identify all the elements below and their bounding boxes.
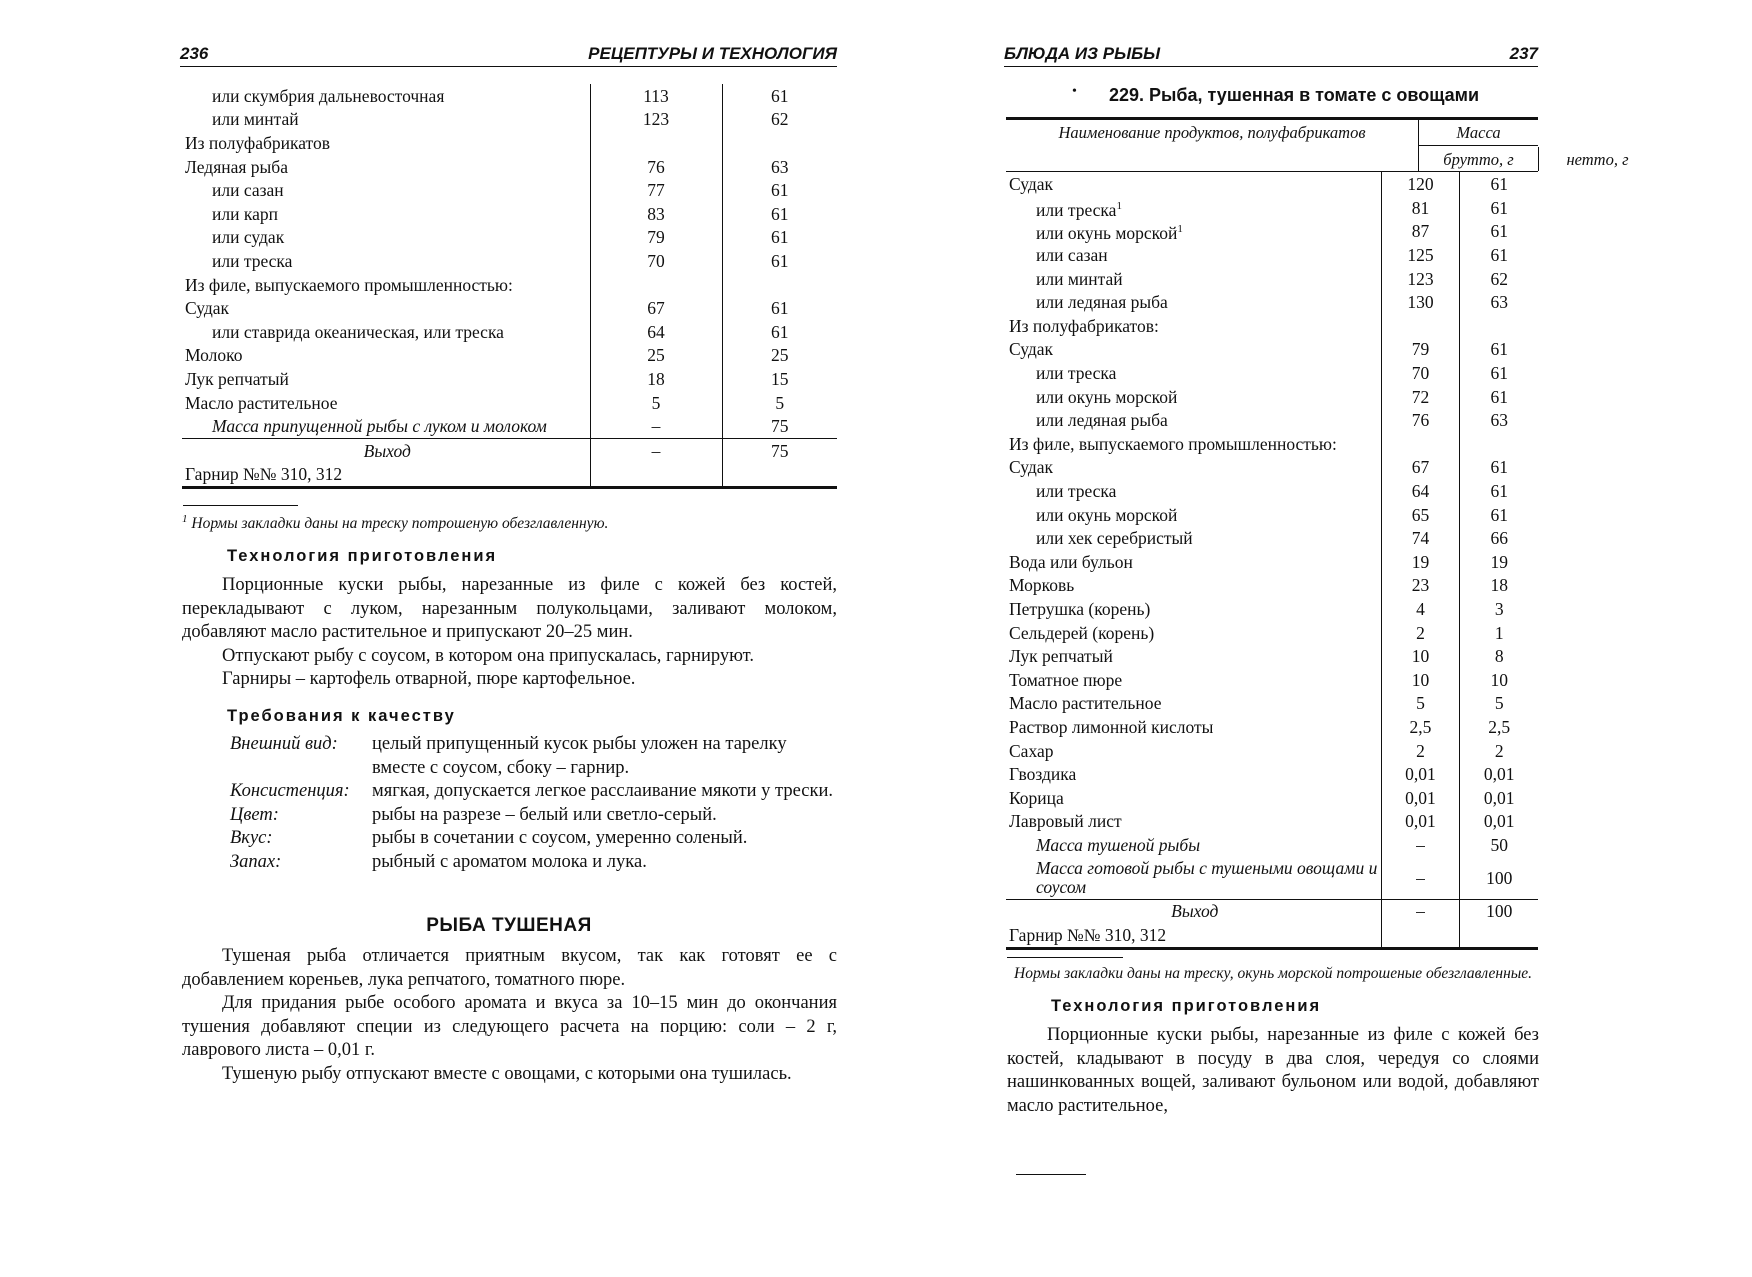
technology-heading: Технология приготовления <box>1051 997 1322 1015</box>
net-weight: 62 <box>722 108 837 132</box>
table-row <box>1006 385 1538 409</box>
product-name: Ледяная рыба <box>185 156 288 177</box>
product-name: или минтай <box>1036 268 1123 289</box>
footnote-marker: 1 <box>182 513 188 525</box>
table-row <box>182 249 837 273</box>
gross-weight: 25 <box>590 344 722 368</box>
gross-weight: 10 <box>1381 644 1460 668</box>
output-label: Выход <box>182 438 590 462</box>
net-weight: 61 <box>722 178 837 202</box>
footnote-rule <box>1007 957 1123 958</box>
header-vrule-1 <box>1418 119 1419 171</box>
product-name: или судак <box>212 227 285 248</box>
header-name-column: Наименование продуктов, полуфабрикатов <box>1058 123 1366 142</box>
gross-weight: 2 <box>1381 621 1460 645</box>
table-row <box>182 226 837 250</box>
product-name: Масса готовой рыбы с тушеными овощами и соусом <box>1036 857 1378 897</box>
technology-paragraph: Порционные куски рыбы, нарезанные из филе с кожей без костей, кладывают в посуду в два слоя, чередуя со слоями нашинкованных вощей, заливают бульоном или водой, добавляют масло растительное, <box>1007 1025 1539 1116</box>
output-net: 75 <box>722 438 837 462</box>
product-name: Лук репчатый <box>1009 646 1113 667</box>
product-name: Судак <box>1009 457 1054 478</box>
gross-weight: – <box>1381 857 1460 900</box>
technology-heading: Технология приготовления <box>227 547 498 565</box>
table-row <box>1006 692 1538 716</box>
recipe-table-body <box>182 84 837 488</box>
quality-row <box>230 804 837 828</box>
net-weight: 61 <box>722 296 837 320</box>
table-row <box>1006 762 1538 786</box>
table-row <box>1006 621 1538 645</box>
table-row <box>1006 574 1538 598</box>
table-row <box>1006 833 1538 857</box>
net-weight: 61 <box>1460 172 1538 196</box>
page-number: 237 <box>1509 44 1538 63</box>
product-name: Масло растительное <box>1009 693 1162 714</box>
product-name: или треска <box>1036 480 1117 501</box>
footnote-marker: 1 <box>1116 199 1122 212</box>
quality-heading: Требования к качеству <box>227 707 456 725</box>
page-number: 236 <box>180 44 209 63</box>
net-weight: 0,01 <box>1460 762 1538 786</box>
product-name: или треска <box>212 250 293 271</box>
empty-cell <box>722 463 837 488</box>
gross-weight: 0,01 <box>1381 786 1460 810</box>
recipe-title: 229. Рыба, тушенная в томате с овощами <box>1109 85 1480 105</box>
paragraph: Для придания рыбе особого аромата и вкуса за 10–15 мин до окончания тушения добавляют специи из следующего расчета на порцию: соли – 2 г, лаврового листа – 0,01 г. <box>182 993 837 1060</box>
product-name: Вода или бульон <box>1009 551 1133 572</box>
gross-weight: 123 <box>1381 267 1460 291</box>
gross-weight: 64 <box>590 320 722 344</box>
table-row <box>1006 432 1538 456</box>
net-weight: 61 <box>1460 219 1538 243</box>
product-name: или окунь морской <box>1036 504 1178 525</box>
garnish: Гарнир №№ 310, 312 <box>1006 923 1381 948</box>
output-gross: – <box>590 438 722 462</box>
gross-weight: 2,5 <box>1381 715 1460 739</box>
footnote: Нормы закладки даны на треску, окунь морской потрошеные обезглавленные. <box>1014 965 1533 982</box>
garnish: Гарнир №№ 310, 312 <box>182 463 590 488</box>
gross-weight: – <box>1381 833 1460 857</box>
gross-weight: 64 <box>1381 479 1460 503</box>
footnote <box>182 513 608 533</box>
paragraph: Отпускают рыбу с соусом, в котором она припускалась, гарнируют. <box>222 645 754 666</box>
net-weight: 63 <box>1460 408 1538 432</box>
net-weight: 63 <box>722 155 837 179</box>
table-row <box>182 391 837 415</box>
net-weight <box>722 273 837 297</box>
product-name: Масса тушеной рыбы <box>1036 834 1201 855</box>
technology-text <box>1007 1024 1539 1118</box>
net-weight: 3 <box>1460 597 1538 621</box>
product-name: Сельдерей (корень) <box>1009 622 1155 643</box>
product-name: или сазан <box>1036 245 1108 266</box>
product-name: Масло растительное <box>185 392 338 413</box>
table-row <box>182 320 837 344</box>
table-row <box>1006 408 1538 432</box>
product-name: Масса припущенной рыбы с луком и молоком <box>212 416 547 437</box>
technology-text <box>182 574 837 692</box>
table-row <box>182 178 837 202</box>
product-name: или окунь морской <box>1036 386 1178 407</box>
gross-weight: 5 <box>1381 692 1460 716</box>
table-row <box>1006 314 1538 338</box>
empty-cell <box>590 463 722 488</box>
paragraph: Тушеная рыба отличается приятным вкусом, так как готовят ее с добавлением кореньев, лука репчатого, томатного пюре. <box>182 946 837 990</box>
quality-row <box>230 851 837 875</box>
product-name: Корица <box>1009 787 1064 808</box>
net-weight: 0,01 <box>1460 810 1538 834</box>
gross-weight: 67 <box>590 296 722 320</box>
net-weight: 61 <box>1460 385 1538 409</box>
product-name: или ледяная рыба <box>1036 410 1168 431</box>
net-weight <box>722 131 837 155</box>
net-weight: 61 <box>722 84 837 108</box>
output-row <box>182 438 837 462</box>
bottom-rule <box>1016 1174 1086 1175</box>
net-weight: 63 <box>1460 290 1538 314</box>
net-weight: 5 <box>1460 692 1538 716</box>
net-weight: 61 <box>722 320 837 344</box>
product-name: Из полуфабрикатов <box>185 132 330 153</box>
garnish-row <box>182 463 837 488</box>
table-row <box>182 202 837 226</box>
quality-text: целый припущенный кусок рыбы уложен на тарелку вместе с соусом, сбоку – гарнир. <box>372 734 787 778</box>
bullet-mark: • <box>1072 84 1077 99</box>
header-net-anchor: нетто, г <box>1566 150 1629 169</box>
product-name: или минтай <box>212 109 299 130</box>
running-head <box>1004 44 1538 67</box>
gross-weight: 76 <box>590 155 722 179</box>
table-row <box>1006 267 1538 291</box>
paragraph: Порционные куски рыбы, нарезанные из филе с кожей без костей, перекладывают с луком, нарезанным полукольцами, заливают молоком, добавляют масло растительное и припускают 20–25 мин. <box>182 575 837 642</box>
gross-weight <box>1381 314 1460 338</box>
table-row <box>1006 338 1538 362</box>
net-weight: 100 <box>1460 857 1538 900</box>
net-weight: 61 <box>722 249 837 273</box>
gross-weight: 123 <box>590 108 722 132</box>
net-weight <box>1460 432 1538 456</box>
quality-row <box>230 827 837 851</box>
net-weight: 10 <box>1460 668 1538 692</box>
quality-text: мягкая, допускается легкое расслаивание мякоти у трески. <box>372 781 833 801</box>
product-name: или окунь морской$^1$ <box>1036 223 1183 244</box>
table-row <box>1006 243 1538 267</box>
net-weight: 2,5 <box>1460 715 1538 739</box>
gross-weight: 4 <box>1381 597 1460 621</box>
footnote-marker: 1 <box>1177 223 1183 236</box>
net-weight <box>1460 314 1538 338</box>
product-name: Судак <box>1009 173 1054 194</box>
table-row <box>182 344 837 368</box>
net-weight: 50 <box>1460 833 1538 857</box>
gross-weight: – <box>590 414 722 438</box>
gross-weight: 72 <box>1381 385 1460 409</box>
quality-text: рыбы на разрезе – белый или светло-серый. <box>372 804 717 825</box>
header-gross: брутто, г <box>1443 150 1514 169</box>
product-name: или карп <box>212 203 278 224</box>
gross-weight: 10 <box>1381 668 1460 692</box>
right-page <box>876 0 1752 1277</box>
gross-weight: 74 <box>1381 526 1460 550</box>
table-row <box>1006 479 1538 503</box>
product-name: Из филе, выпускаемого промышленностью: <box>1009 433 1337 454</box>
gross-weight: 2 <box>1381 739 1460 763</box>
gross-weight: 0,01 <box>1381 762 1460 786</box>
product-name: или ставрида океаническая, или треска <box>212 321 504 342</box>
net-weight: 61 <box>722 202 837 226</box>
gross-weight <box>590 273 722 297</box>
table-row <box>1006 668 1538 692</box>
running-head <box>180 44 837 67</box>
table-row <box>182 84 837 108</box>
product-name: Петрушка (корень) <box>1009 598 1151 619</box>
quality-label: Запах: <box>230 851 282 872</box>
net-weight: 1 <box>1460 621 1538 645</box>
output-label: Выход <box>1006 899 1381 923</box>
gross-weight: 120 <box>1381 172 1460 196</box>
gross-weight <box>1381 432 1460 456</box>
gross-weight: 23 <box>1381 574 1460 598</box>
product-name: или сазан <box>212 180 284 201</box>
table-row <box>1006 456 1538 480</box>
header-mass: Масса <box>1456 123 1501 142</box>
gross-weight: 70 <box>590 249 722 273</box>
net-weight: 75 <box>722 414 837 438</box>
gross-weight: 0,01 <box>1381 810 1460 834</box>
gross-weight: 70 <box>1381 361 1460 385</box>
gross-weight: 65 <box>1381 503 1460 527</box>
quality-label: Консистенция: <box>230 781 350 801</box>
product-name: или треска <box>1036 363 1117 384</box>
header-mass-rule <box>1419 145 1538 146</box>
quality-label: Цвет: <box>230 804 279 825</box>
net-weight: 8 <box>1460 644 1538 668</box>
gross-weight: 130 <box>1381 290 1460 314</box>
product-name: Судак <box>185 298 230 319</box>
product-name: Судак <box>1009 339 1054 360</box>
quality-row <box>230 780 837 804</box>
product-name: или треска$^1$ <box>1036 199 1122 220</box>
table-row <box>182 131 837 155</box>
gross-weight: 87 <box>1381 219 1460 243</box>
table-row <box>182 108 837 132</box>
product-name: Томатное пюре <box>1009 669 1123 690</box>
gross-weight: 77 <box>590 178 722 202</box>
recipe-table <box>182 84 837 489</box>
garnish-row <box>1006 923 1538 948</box>
net-weight: 61 <box>1460 338 1538 362</box>
gross-weight: 79 <box>590 226 722 250</box>
table-row <box>1006 810 1538 834</box>
net-weight: 61 <box>1460 243 1538 267</box>
product-name: Молоко <box>185 345 243 366</box>
table-row <box>1006 503 1538 527</box>
output-row <box>1006 899 1538 923</box>
gross-weight: 19 <box>1381 550 1460 574</box>
gross-weight: 83 <box>590 202 722 226</box>
table-row <box>1006 196 1538 220</box>
running-title: РЕЦЕПТУРЫ И ТЕХНОЛОГИЯ <box>588 44 837 63</box>
net-weight: 25 <box>722 344 837 368</box>
table-row <box>1006 715 1538 739</box>
section-text <box>182 945 837 1086</box>
table-row <box>1006 526 1538 550</box>
output-gross: – <box>1381 899 1460 923</box>
quality-text: рыбы в сочетании с соусом, умеренно соленый. <box>372 828 748 848</box>
quality-requirements <box>230 733 837 874</box>
product-name: Из филе, выпускаемого промышленностью: <box>185 274 513 295</box>
gross-weight: 79 <box>1381 338 1460 362</box>
table-row <box>1006 219 1538 243</box>
footnote-rule <box>183 505 298 506</box>
running-title: БЛЮДА ИЗ РЫБЫ <box>1004 44 1161 63</box>
product-name: Из полуфабрикатов: <box>1009 315 1159 336</box>
header-vrule-2 <box>1538 147 1539 171</box>
table-row <box>1006 550 1538 574</box>
table-row <box>1006 361 1538 385</box>
quality-row <box>230 733 837 780</box>
quality-text: рыбный с ароматом молока и лука. <box>372 851 647 872</box>
table-row <box>182 414 837 438</box>
gross-weight: 5 <box>590 391 722 415</box>
table-row <box>182 155 837 179</box>
gross-weight <box>590 131 722 155</box>
paragraph: Гарниры – картофель отварной, пюре картофельное. <box>222 669 636 689</box>
quality-label: Вкус: <box>230 828 273 848</box>
product-name: Морковь <box>1009 575 1075 596</box>
table-row <box>1006 786 1538 810</box>
product-name: Лавровый лист <box>1009 811 1122 832</box>
product-name: Раствор лимонной кислоты <box>1009 716 1214 737</box>
net-weight: 61 <box>1460 503 1538 527</box>
empty-cell <box>1460 923 1538 948</box>
paragraph: Тушеную рыбу отпускают вместе с овощами, с которыми она тушилась. <box>222 1063 792 1084</box>
recipe-table <box>1006 172 1538 950</box>
net-weight: 61 <box>1460 456 1538 480</box>
gross-weight: 125 <box>1381 243 1460 267</box>
product-name: Сахар <box>1009 740 1054 761</box>
net-weight: 61 <box>1460 479 1538 503</box>
net-weight: 0,01 <box>1460 786 1538 810</box>
table-row <box>1006 597 1538 621</box>
net-weight: 5 <box>722 391 837 415</box>
table-row <box>1006 857 1538 900</box>
recipe-table-body <box>1006 172 1538 948</box>
gross-weight: 76 <box>1381 408 1460 432</box>
net-weight: 2 <box>1460 739 1538 763</box>
table-row <box>1006 172 1538 196</box>
net-weight: 19 <box>1460 550 1538 574</box>
table-row <box>182 296 837 320</box>
gross-weight: 67 <box>1381 456 1460 480</box>
output-net: 100 <box>1460 899 1538 923</box>
product-name: или ледяная рыба <box>1036 292 1168 313</box>
net-weight: 61 <box>722 226 837 250</box>
net-weight: 18 <box>1460 574 1538 598</box>
table-top-rule <box>1006 117 1538 120</box>
gross-weight: 81 <box>1381 196 1460 220</box>
gross-weight: 113 <box>590 84 722 108</box>
product-name: или скумбрия дальневосточная <box>212 85 445 106</box>
table-row <box>182 367 837 391</box>
gross-weight: 18 <box>590 367 722 391</box>
empty-cell <box>1381 923 1460 948</box>
table-row <box>1006 290 1538 314</box>
net-weight: 61 <box>1460 361 1538 385</box>
net-weight: 15 <box>722 367 837 391</box>
net-weight: 61 <box>1460 196 1538 220</box>
table-row <box>182 273 837 297</box>
product-name: Гвоздика <box>1009 764 1077 785</box>
product-name: Лук репчатый <box>185 368 289 389</box>
table-row <box>1006 739 1538 763</box>
net-weight: 66 <box>1460 526 1538 550</box>
table-row <box>1006 644 1538 668</box>
net-weight: 62 <box>1460 267 1538 291</box>
product-name: или хек серебристый <box>1036 528 1193 549</box>
quality-label: Внешний вид: <box>230 734 338 754</box>
section-title: РЫБА ТУШЕНАЯ <box>426 915 592 936</box>
footnote-text: Нормы закладки даны на треску потрошеную обезглавленную. <box>191 515 609 533</box>
